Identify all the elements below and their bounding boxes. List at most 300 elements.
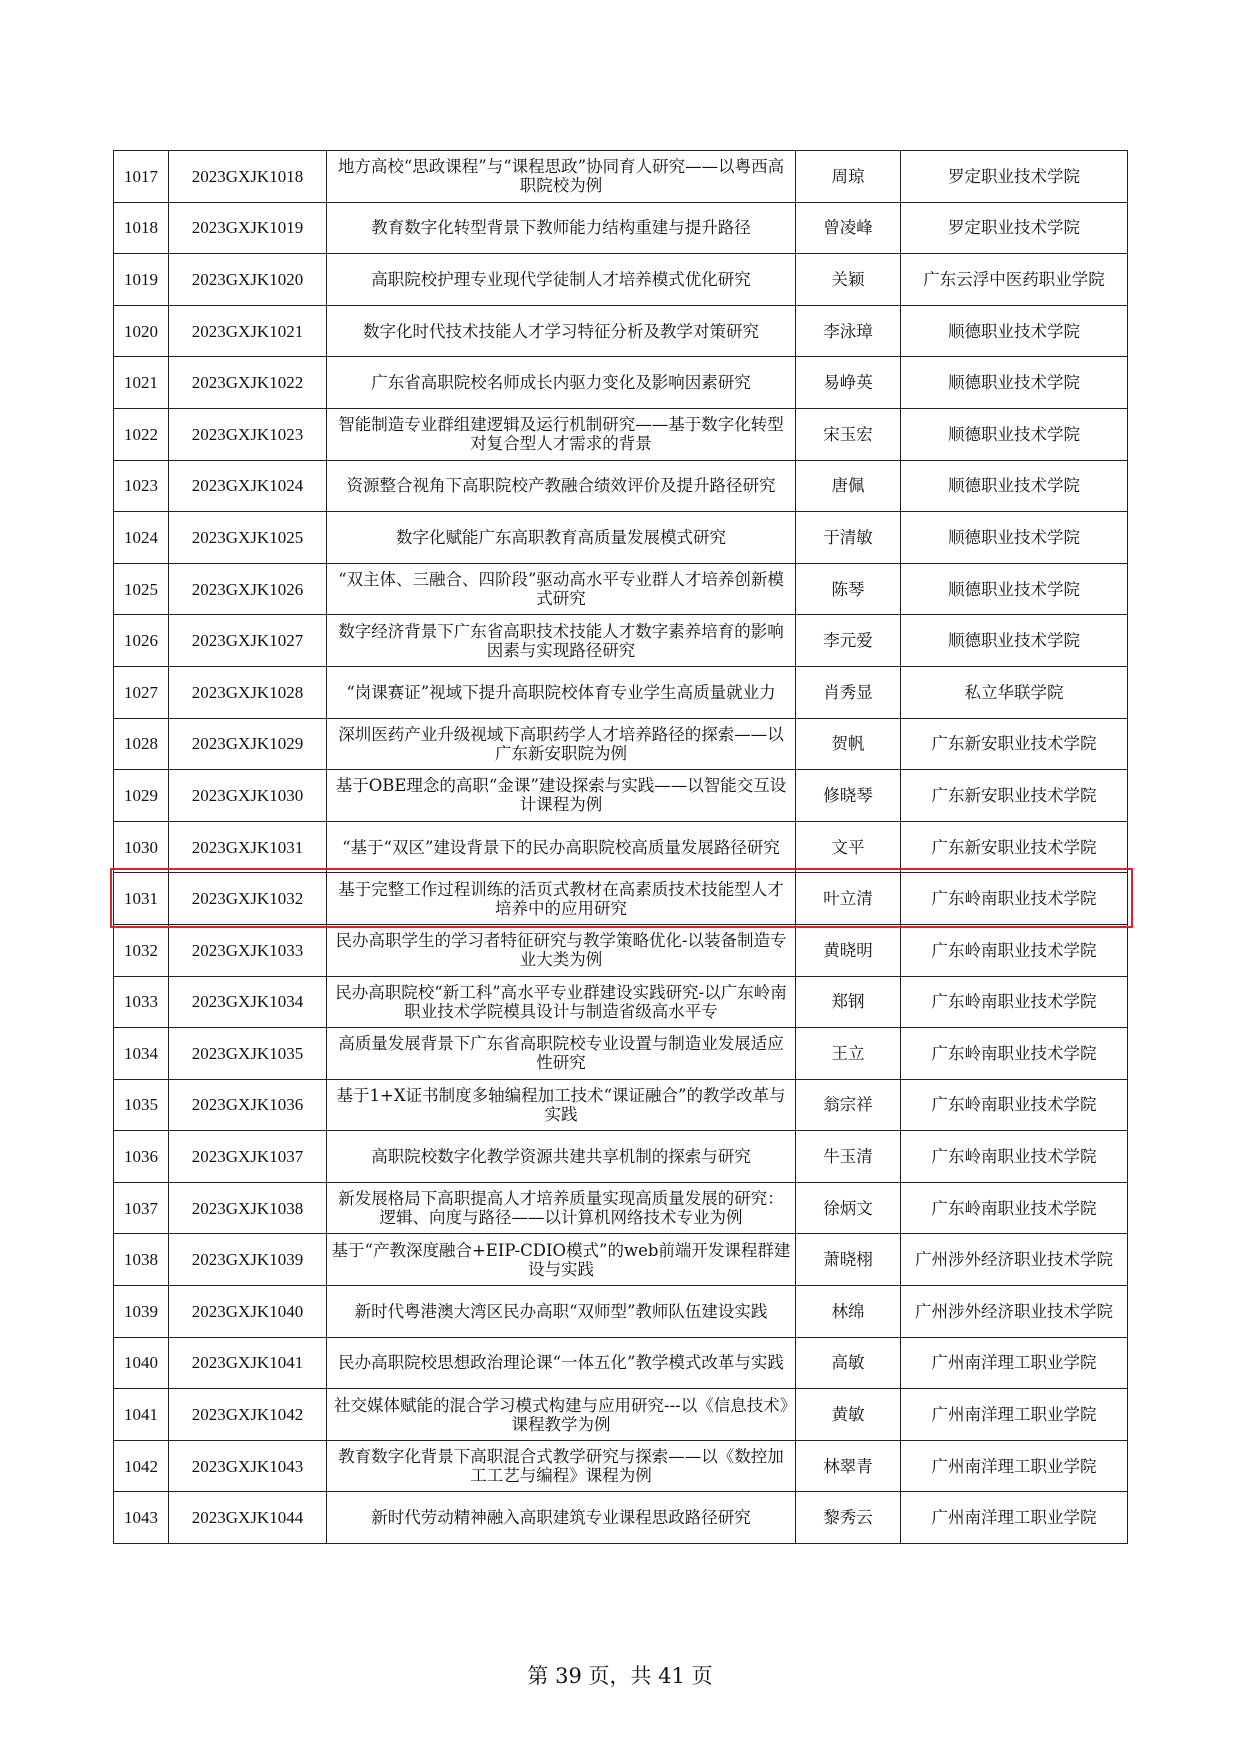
institution-text: 广州南洋理工职业学院 — [931, 1456, 1097, 1476]
row-number-text: 1035 — [124, 1095, 158, 1115]
row-number-text: 1022 — [124, 424, 158, 444]
row-number-text: 1033 — [124, 992, 158, 1012]
project-title-cell — [327, 1079, 796, 1131]
project-code-cell — [169, 1389, 327, 1441]
institution-text: 私立华联学院 — [964, 682, 1064, 702]
row-number-cell — [114, 1337, 169, 1389]
table-row — [114, 408, 1128, 460]
row-number-cell — [114, 1079, 169, 1131]
project-code-cell — [169, 408, 327, 460]
project-code-text: 2023GXJK1019 — [191, 218, 304, 238]
project-code-text: 2023GXJK1023 — [191, 424, 304, 444]
project-title-text: “基于“双区”建设背景下的民办高职院校高质量发展路径研究 — [342, 837, 780, 857]
project-title-cell — [327, 924, 796, 976]
project-code-cell — [169, 770, 327, 822]
institution-cell — [901, 1028, 1128, 1080]
principal-name-text: 萧晓栩 — [823, 1250, 873, 1270]
row-number-cell — [114, 1440, 169, 1492]
project-title-text: 广东省高职院校名师成长内驱力变化及影响因素研究 — [371, 373, 751, 393]
project-title-cell — [327, 1028, 796, 1080]
project-title-cell — [327, 1440, 796, 1492]
principal-name-text: 黎秀云 — [823, 1508, 873, 1528]
principal-name-cell — [796, 357, 901, 409]
project-code-cell — [169, 357, 327, 409]
principal-name-text: 陈琴 — [831, 579, 865, 599]
principal-name-cell — [796, 151, 901, 203]
project-title-cell — [327, 1131, 796, 1183]
project-code-cell — [169, 460, 327, 512]
row-number-cell — [114, 1131, 169, 1183]
table-row — [114, 563, 1128, 615]
project-title-cell — [327, 151, 796, 203]
project-title-text: 数字化时代技术技能人才学习特征分析及教学对策研究 — [363, 321, 759, 341]
row-number-cell — [114, 1028, 169, 1080]
table-row — [114, 254, 1128, 306]
institution-cell — [901, 1389, 1128, 1441]
records-table — [113, 150, 1128, 1544]
principal-name-cell — [796, 1079, 901, 1131]
project-title-cell — [327, 563, 796, 615]
institution-text: 广东岭南职业技术学院 — [931, 992, 1097, 1012]
project-code-text: 2023GXJK1032 — [191, 889, 304, 909]
institution-text: 顺德职业技术学院 — [948, 373, 1080, 393]
row-number-cell — [114, 460, 169, 512]
page-footer: 第 39 页，共 41 页 — [527, 1664, 713, 1688]
principal-name-text: 肖秀显 — [823, 682, 873, 702]
table-row — [114, 1079, 1128, 1131]
project-title-text: 智能制造专业群组建逻辑及运行机制研究——基于数字化转型对复合型人才需求的背景 — [338, 415, 784, 454]
table-row — [114, 924, 1128, 976]
row-number-text: 1026 — [124, 631, 158, 651]
row-number-text: 1040 — [124, 1353, 158, 1373]
project-title-cell — [327, 202, 796, 254]
project-code-text: 2023GXJK1018 — [191, 166, 304, 186]
project-title-cell — [327, 1286, 796, 1338]
institution-text: 顺德职业技术学院 — [948, 579, 1080, 599]
row-number-text: 1025 — [124, 579, 158, 599]
project-code-cell — [169, 718, 327, 770]
project-code-cell — [169, 1286, 327, 1338]
principal-name-text: 曾凌峰 — [823, 218, 873, 238]
institution-cell — [901, 666, 1128, 718]
table-row — [114, 1182, 1128, 1234]
project-code-text: 2023GXJK1043 — [191, 1456, 304, 1476]
project-code-text: 2023GXJK1035 — [191, 1043, 304, 1063]
table-row — [114, 770, 1128, 822]
table-row — [114, 821, 1128, 873]
row-number-text: 1019 — [124, 269, 158, 289]
row-number-text: 1024 — [124, 527, 158, 547]
table-row — [114, 873, 1128, 925]
row-number-cell — [114, 718, 169, 770]
institution-text: 广东岭南职业技术学院 — [931, 1095, 1097, 1115]
principal-name-cell — [796, 254, 901, 306]
principal-name-cell — [796, 924, 901, 976]
principal-name-text: 郑钢 — [831, 992, 865, 1012]
project-title-text: “双主体、三融合、四阶段”驱动高水平专业群人才培养创新模式研究 — [338, 570, 784, 609]
row-number-cell — [114, 512, 169, 564]
project-code-text: 2023GXJK1029 — [191, 734, 304, 754]
table-row — [114, 1131, 1128, 1183]
row-number-cell — [114, 202, 169, 254]
table-row — [114, 1028, 1128, 1080]
project-title-cell — [327, 408, 796, 460]
institution-cell — [901, 1492, 1128, 1544]
row-number-text: 1037 — [124, 1198, 158, 1218]
project-code-text: 2023GXJK1025 — [191, 527, 304, 547]
project-code-text: 2023GXJK1028 — [191, 682, 304, 702]
row-number-text: 1031 — [124, 889, 158, 909]
institution-text: 广东岭南职业技术学院 — [931, 1198, 1097, 1218]
project-title-text: 高职院校数字化教学资源共建共享机制的探索与研究 — [371, 1147, 751, 1167]
principal-name-text: 高敏 — [831, 1353, 865, 1373]
institution-text: 广州南洋理工职业学院 — [931, 1508, 1097, 1528]
project-code-text: 2023GXJK1039 — [191, 1250, 304, 1270]
project-title-text: 基于OBE理念的高职“金课”建设探索与实践——以智能交互设计课程为例 — [335, 776, 787, 815]
project-code-text: 2023GXJK1027 — [191, 631, 304, 651]
project-title-cell — [327, 1182, 796, 1234]
project-title-text: 高职院校护理专业现代学徒制人才培养模式优化研究 — [371, 269, 751, 289]
project-title-text: 新时代劳动精神融入高职建筑专业课程思政路径研究 — [371, 1508, 751, 1528]
project-title-text: 数字化赋能广东高职教育高质量发展模式研究 — [396, 527, 726, 547]
project-title-cell — [327, 1234, 796, 1286]
project-title-text: “岗课赛证”视域下提升高职院校体育专业学生高质量就业力 — [346, 682, 776, 702]
row-number-cell — [114, 254, 169, 306]
principal-name-text: 叶立清 — [823, 889, 873, 909]
institution-cell — [901, 1234, 1128, 1286]
institution-text: 广州涉外经济职业技术学院 — [915, 1250, 1113, 1270]
table-row — [114, 718, 1128, 770]
institution-text: 顺德职业技术学院 — [948, 476, 1080, 496]
principal-name-cell — [796, 666, 901, 718]
principal-name-text: 易峥英 — [823, 373, 873, 393]
principal-name-text: 唐佩 — [831, 476, 865, 496]
institution-cell — [901, 1131, 1128, 1183]
table-row — [114, 1440, 1128, 1492]
row-number-text: 1018 — [124, 218, 158, 238]
row-number-text: 1029 — [124, 785, 158, 805]
table-row — [114, 666, 1128, 718]
institution-text: 顺德职业技术学院 — [948, 321, 1080, 341]
project-code-text: 2023GXJK1037 — [191, 1147, 304, 1167]
table-row — [114, 305, 1128, 357]
project-code-cell — [169, 305, 327, 357]
institution-cell — [901, 254, 1128, 306]
principal-name-cell — [796, 460, 901, 512]
principal-name-cell — [796, 976, 901, 1028]
project-code-text: 2023GXJK1040 — [191, 1301, 304, 1321]
principal-name-cell — [796, 1028, 901, 1080]
project-title-cell — [327, 718, 796, 770]
row-number-cell — [114, 563, 169, 615]
institution-cell — [901, 563, 1128, 615]
institution-cell — [901, 976, 1128, 1028]
row-number-text: 1027 — [124, 682, 158, 702]
project-title-cell — [327, 1492, 796, 1544]
principal-name-text: 林翠青 — [823, 1456, 873, 1476]
institution-text: 广东岭南职业技术学院 — [931, 889, 1097, 909]
project-code-cell — [169, 1182, 327, 1234]
project-title-text: 民办高职院校“新工科”高水平专业群建设实践研究-以广东岭南职业技术学院模具设计与制造省级高水平专 — [335, 982, 787, 1021]
project-title-text: 深圳医药产业升级视域下高职药学人才培养路径的探索——以广东新安职院为例 — [338, 724, 784, 763]
project-title-text: 资源整合视角下高职院校产教融合绩效评价及提升路径研究 — [346, 476, 776, 496]
project-code-text: 2023GXJK1042 — [191, 1405, 304, 1425]
institution-cell — [901, 151, 1128, 203]
table-row — [114, 615, 1128, 667]
principal-name-cell — [796, 1389, 901, 1441]
institution-text: 广州南洋理工职业学院 — [931, 1405, 1097, 1425]
principal-name-cell — [796, 1234, 901, 1286]
institution-text: 广东新安职业技术学院 — [931, 785, 1097, 805]
project-code-cell — [169, 512, 327, 564]
principal-name-cell — [796, 821, 901, 873]
project-code-text: 2023GXJK1034 — [191, 992, 304, 1012]
row-number-cell — [114, 770, 169, 822]
project-title-text: 新发展格局下高职提高人才培养质量实现高质量发展的研究：逻辑、向度与路径——以计算机网络技术专业为例 — [338, 1189, 784, 1228]
project-code-cell — [169, 821, 327, 873]
project-title-cell — [327, 357, 796, 409]
row-number-cell — [114, 1492, 169, 1544]
row-number-cell — [114, 1182, 169, 1234]
institution-text: 广东云浮中医药职业学院 — [923, 269, 1105, 289]
project-code-text: 2023GXJK1022 — [191, 373, 304, 393]
principal-name-cell — [796, 1440, 901, 1492]
principal-name-text: 翁宗祥 — [823, 1095, 873, 1115]
project-code-text: 2023GXJK1030 — [191, 785, 304, 805]
institution-cell — [901, 873, 1128, 925]
project-title-text: 数字经济背景下广东省高职技术技能人才数字素养培育的影响因素与实现路径研究 — [338, 621, 784, 660]
project-code-text: 2023GXJK1021 — [191, 321, 304, 341]
principal-name-text: 周琼 — [831, 166, 865, 186]
project-code-text: 2023GXJK1020 — [191, 269, 304, 289]
project-title-text: 教育数字化背景下高职混合式教学研究与探索——以《数控加工工艺与编程》课程为例 — [338, 1447, 784, 1486]
principal-name-text: 文平 — [831, 837, 865, 857]
principal-name-text: 修晓琴 — [823, 785, 873, 805]
principal-name-cell — [796, 1182, 901, 1234]
project-code-text: 2023GXJK1041 — [191, 1353, 304, 1373]
row-number-cell — [114, 1234, 169, 1286]
principal-name-cell — [796, 512, 901, 564]
institution-text: 罗定职业技术学院 — [948, 218, 1080, 238]
row-number-cell — [114, 821, 169, 873]
row-number-text: 1017 — [124, 166, 158, 186]
principal-name-text: 黄晓明 — [823, 940, 873, 960]
table-row — [114, 512, 1128, 564]
project-code-cell — [169, 151, 327, 203]
row-number-cell — [114, 357, 169, 409]
institution-cell — [901, 1182, 1128, 1234]
institution-cell — [901, 1337, 1128, 1389]
institution-cell — [901, 1440, 1128, 1492]
row-number-cell — [114, 615, 169, 667]
project-code-cell — [169, 924, 327, 976]
row-number-cell — [114, 151, 169, 203]
principal-name-cell — [796, 563, 901, 615]
project-code-cell — [169, 1337, 327, 1389]
principal-name-text: 林绵 — [831, 1301, 865, 1321]
principal-name-text: 宋玉宏 — [823, 424, 873, 444]
institution-text: 广东岭南职业技术学院 — [931, 940, 1097, 960]
project-title-cell — [327, 1389, 796, 1441]
principal-name-cell — [796, 1131, 901, 1183]
principal-name-text: 李泳璋 — [823, 321, 873, 341]
institution-text: 广州南洋理工职业学院 — [931, 1353, 1097, 1373]
row-number-text: 1021 — [124, 373, 158, 393]
institution-cell — [901, 821, 1128, 873]
project-title-cell — [327, 305, 796, 357]
row-number-text: 1028 — [124, 734, 158, 754]
principal-name-cell — [796, 202, 901, 254]
institution-text: 顺德职业技术学院 — [948, 631, 1080, 651]
table-row — [114, 976, 1128, 1028]
project-title-text: 社交媒体赋能的混合学习模式构建与应用研究---以《信息技术》课程教学为例 — [334, 1395, 788, 1434]
project-code-cell — [169, 1440, 327, 1492]
row-number-cell — [114, 408, 169, 460]
table-row — [114, 1389, 1128, 1441]
project-title-text: 基于完整工作过程训练的活页式教材在高素质技术技能型人才培养中的应用研究 — [338, 879, 784, 918]
project-code-text: 2023GXJK1026 — [191, 579, 304, 599]
row-number-text: 1030 — [124, 837, 158, 857]
table-row — [114, 1337, 1128, 1389]
principal-name-cell — [796, 770, 901, 822]
institution-cell — [901, 305, 1128, 357]
row-number-text: 1043 — [124, 1508, 158, 1528]
institution-text: 广州涉外经济职业技术学院 — [915, 1301, 1113, 1321]
principal-name-text: 李元爱 — [823, 631, 873, 651]
project-title-text: 地方高校“思政课程”与“课程思政”协同育人研究——以粤西高职院校为例 — [337, 157, 785, 196]
row-number-cell — [114, 873, 169, 925]
row-number-cell — [114, 666, 169, 718]
table-row — [114, 357, 1128, 409]
project-title-cell — [327, 821, 796, 873]
table-row — [114, 1492, 1128, 1544]
row-number-cell — [114, 1286, 169, 1338]
principal-name-text: 黄敏 — [831, 1405, 865, 1425]
project-code-cell — [169, 976, 327, 1028]
project-title-text: 教育数字化转型背景下教师能力结构重建与提升路径 — [371, 218, 751, 238]
principal-name-cell — [796, 1286, 901, 1338]
project-code-cell — [169, 666, 327, 718]
institution-text: 罗定职业技术学院 — [948, 166, 1080, 186]
project-title-cell — [327, 1337, 796, 1389]
project-title-cell — [327, 976, 796, 1028]
project-code-text: 2023GXJK1044 — [191, 1508, 304, 1528]
institution-cell — [901, 408, 1128, 460]
institution-text: 顺德职业技术学院 — [948, 424, 1080, 444]
project-code-text: 2023GXJK1038 — [191, 1198, 304, 1218]
row-number-cell — [114, 976, 169, 1028]
institution-cell — [901, 460, 1128, 512]
institution-text: 广东岭南职业技术学院 — [931, 1147, 1097, 1167]
project-title-cell — [327, 460, 796, 512]
principal-name-cell — [796, 615, 901, 667]
project-title-text: 民办高职学生的学习者特征研究与教学策略优化-以装备制造专业大类为例 — [335, 931, 787, 970]
project-title-text: 民办高职院校思想政治理论课“一体五化”教学模式改革与实践 — [338, 1353, 784, 1373]
project-title-cell — [327, 512, 796, 564]
project-code-cell — [169, 873, 327, 925]
institution-cell — [901, 770, 1128, 822]
institution-cell — [901, 615, 1128, 667]
project-code-cell — [169, 1234, 327, 1286]
table-row — [114, 1286, 1128, 1338]
project-title-cell — [327, 770, 796, 822]
row-number-cell — [114, 1389, 169, 1441]
project-code-cell — [169, 1028, 327, 1080]
principal-name-cell — [796, 1492, 901, 1544]
principal-name-cell — [796, 305, 901, 357]
institution-text: 广东岭南职业技术学院 — [931, 1043, 1097, 1063]
institution-cell — [901, 1286, 1128, 1338]
project-code-cell — [169, 563, 327, 615]
project-title-cell — [327, 615, 796, 667]
project-code-cell — [169, 254, 327, 306]
institution-cell — [901, 924, 1128, 976]
project-title-text: 基于1+X证书制度多轴编程加工技术“课证融合”的教学改革与实践 — [336, 1085, 786, 1124]
principal-name-cell — [796, 1337, 901, 1389]
project-code-text: 2023GXJK1031 — [191, 837, 304, 857]
project-code-text: 2023GXJK1033 — [191, 940, 304, 960]
table-row — [114, 1234, 1128, 1286]
principal-name-text: 王立 — [831, 1043, 865, 1063]
row-number-cell — [114, 305, 169, 357]
records-table-body — [114, 151, 1128, 1544]
project-title-text: 高质量发展背景下广东省高职院校专业设置与制造业发展适应性研究 — [338, 1034, 784, 1073]
institution-cell — [901, 718, 1128, 770]
project-code-cell — [169, 1079, 327, 1131]
institution-text: 广东新安职业技术学院 — [931, 837, 1097, 857]
principal-name-text: 牛玉清 — [823, 1147, 873, 1167]
project-code-cell — [169, 1492, 327, 1544]
principal-name-text: 贺帆 — [831, 734, 865, 754]
row-number-text: 1038 — [124, 1250, 158, 1270]
row-number-text: 1041 — [124, 1405, 158, 1425]
institution-cell — [901, 512, 1128, 564]
principal-name-cell — [796, 718, 901, 770]
row-number-text: 1034 — [124, 1043, 158, 1063]
principal-name-text: 徐炳文 — [823, 1198, 873, 1218]
project-code-text: 2023GXJK1024 — [191, 476, 304, 496]
project-code-text: 2023GXJK1036 — [191, 1095, 304, 1115]
row-number-text: 1039 — [124, 1301, 158, 1321]
institution-cell — [901, 357, 1128, 409]
project-title-text: 基于“产教深度融合+EIP-CDIO模式”的web前端开发课程群建设与实践 — [331, 1240, 791, 1279]
row-number-cell — [114, 924, 169, 976]
project-code-cell — [169, 202, 327, 254]
project-code-cell — [169, 615, 327, 667]
row-number-text: 1032 — [124, 940, 158, 960]
row-number-text: 1023 — [124, 476, 158, 496]
project-title-cell — [327, 254, 796, 306]
row-number-text: 1042 — [124, 1456, 158, 1476]
table-row — [114, 202, 1128, 254]
project-title-cell — [327, 873, 796, 925]
principal-name-cell — [796, 873, 901, 925]
principal-name-text: 于清敏 — [823, 527, 873, 547]
institution-cell — [901, 1079, 1128, 1131]
row-number-text: 1036 — [124, 1147, 158, 1167]
table-row — [114, 151, 1128, 203]
principal-name-text: 关颖 — [831, 269, 865, 289]
table-row — [114, 460, 1128, 512]
institution-cell — [901, 202, 1128, 254]
institution-text: 顺德职业技术学院 — [948, 527, 1080, 547]
principal-name-cell — [796, 408, 901, 460]
project-title-text: 新时代粤港澳大湾区民办高职“双师型”教师队伍建设实践 — [354, 1301, 768, 1321]
institution-text: 广东新安职业技术学院 — [931, 734, 1097, 754]
project-title-cell — [327, 666, 796, 718]
project-code-cell — [169, 1131, 327, 1183]
row-number-text: 1020 — [124, 321, 158, 341]
